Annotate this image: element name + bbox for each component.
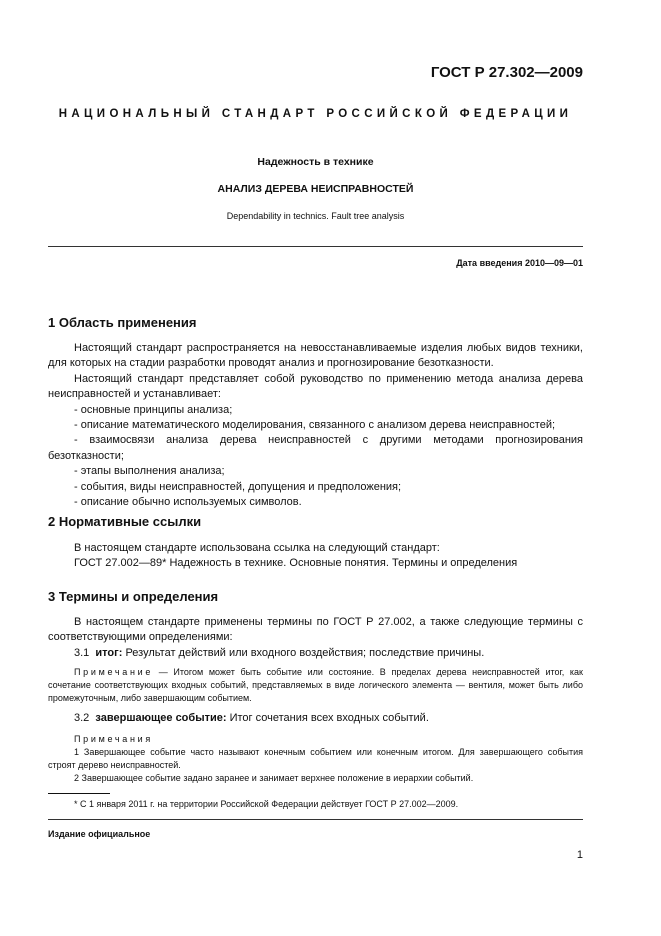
section3-body bbox=[48, 615, 583, 785]
edition-label: Издание официальное bbox=[48, 829, 151, 839]
term-2 bbox=[48, 711, 583, 726]
note-label: Примечание bbox=[74, 667, 154, 678]
national-standard-banner: НАЦИОНАЛЬНЫЙ СТАНДАРТ РОССИЙСКОЙ ФЕДЕРАЦИИ bbox=[58, 108, 573, 120]
term-definition: Результат действий или входного воздействия; последствие причины. bbox=[125, 646, 485, 659]
section1-body bbox=[48, 341, 583, 510]
note-1 bbox=[48, 666, 583, 705]
section1-paragraph-2: Настоящий стандарт представляет собой руководство по применению метода анализа дерева неисправностей и устанавливает: bbox=[48, 372, 583, 401]
note-text: — Итогом может быть событие или состояние. В пределах дерева неисправностей итог, как сочетание соответствующих входных событий, представляемых в виде логического элемента — вентиля, может быть либо промежуточным, либо завершающим событием. bbox=[48, 667, 583, 704]
introduction-date: Дата введения 2010—09—01 bbox=[456, 258, 583, 268]
list-item: - этапы выполнения анализа; bbox=[74, 465, 225, 478]
bottom-divider bbox=[48, 819, 583, 820]
note-2-1: 1 Завершающее событие часто называют конечным событием или конечным итогом. Для завершающего события строят дерево неисправностей. bbox=[48, 746, 583, 770]
top-divider bbox=[48, 246, 583, 247]
notes-label: Примечания bbox=[74, 733, 153, 744]
term-1 bbox=[48, 646, 583, 661]
document-number: ГОСТ Р 27.302—2009 bbox=[430, 64, 583, 81]
list-item: - описание обычно используемых символов. bbox=[74, 495, 302, 508]
term-number: 3.1 bbox=[74, 646, 90, 659]
section2-paragraph-1: В настоящем стандарте использована ссылка на следующий стандарт: bbox=[74, 542, 440, 554]
footnote: * С 1 января 2011 г. на территории Российской Федерации действует ГОСТ Р 27.002—2009. bbox=[74, 799, 459, 809]
section2-reference: ГОСТ 27.002—89* Надежность в технике. Основные понятия. Термины и определения bbox=[74, 557, 518, 570]
title-english: Dependability in technics. Fault tree analysis bbox=[226, 211, 405, 221]
section1-heading: 1 Область применения bbox=[48, 315, 197, 330]
list-item: - описание математического моделирования, связанного с анализом дерева неисправностей; bbox=[74, 418, 556, 431]
title-main: АНАЛИЗ ДЕРЕВА НЕИСПРАВНОСТЕЙ bbox=[217, 183, 414, 195]
section3-heading: 3 Термины и определения bbox=[48, 589, 219, 604]
section2-heading: 2 Нормативные ссылки bbox=[48, 514, 202, 529]
footnote-divider bbox=[48, 793, 110, 794]
term-name: итог: bbox=[95, 646, 123, 659]
page-number: 1 bbox=[576, 849, 583, 861]
list-item: - основные принципы анализа; bbox=[74, 403, 233, 416]
section3-paragraph-1: В настоящем стандарте применены термины по ГОСТ Р 27.002, а также следующие термины с соответствующими определениями: bbox=[48, 616, 583, 644]
list-item: - события, виды неисправностей, допущения и предположения; bbox=[74, 480, 402, 493]
term-number: 3.2 bbox=[74, 712, 90, 725]
section2-body bbox=[48, 541, 583, 572]
list-item: - взаимосвязи анализа дерева неисправностей с другими методами прогнозирования безотказности; bbox=[48, 434, 583, 462]
term-name: завершающее событие: bbox=[95, 712, 227, 725]
note-2-2: 2 Завершающее событие задано заранее и занимает верхнее положение в иерархии событий. bbox=[74, 772, 474, 783]
term-definition: Итог сочетания всех входных событий. bbox=[229, 712, 429, 725]
section1-paragraph-1: Настоящий стандарт распространяется на невосстанавливаемые изделия любых видов техники, для которых на стадии разработки проводят анализ и прогнозирование безотказности. bbox=[48, 342, 583, 370]
title-category: Надежность в технике bbox=[257, 156, 374, 168]
